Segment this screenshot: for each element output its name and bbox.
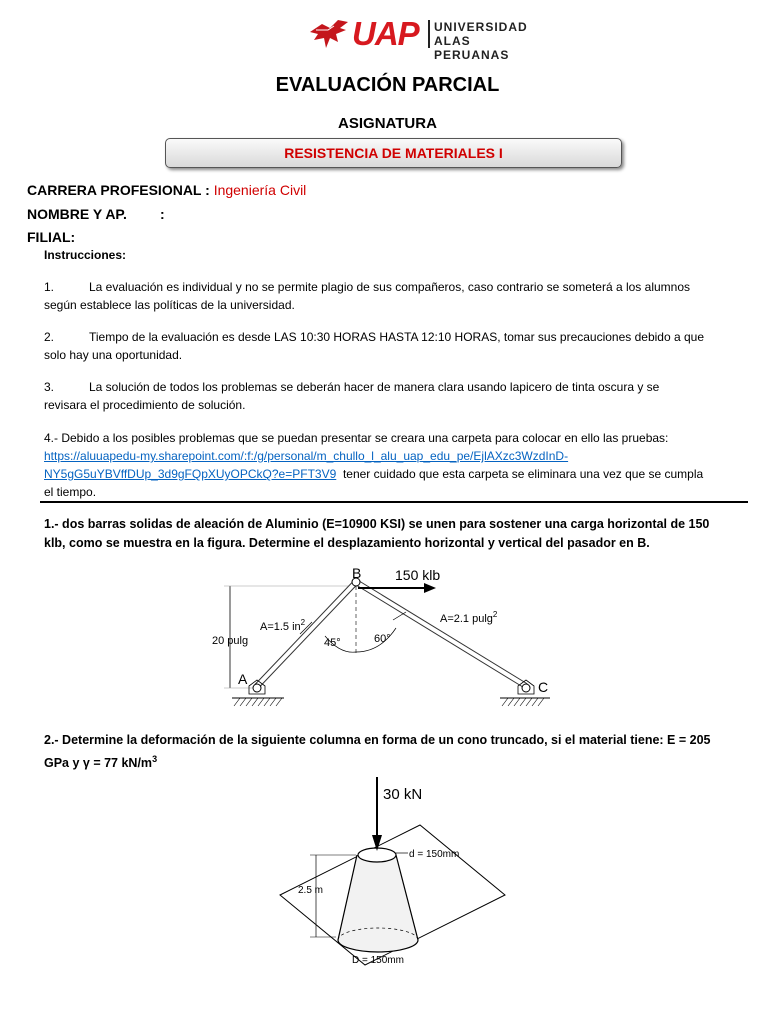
question-2-text: 2.- Determine la deformación de la siguiente columna en forma de un cono truncado, si el material tiene: E = 205 (44, 733, 711, 747)
exam-title: EVALUACIÓN PARCIAL (275, 74, 500, 96)
instruction-num: 2. (44, 330, 55, 344)
label-a: A (238, 671, 248, 687)
instruction-4-text-end: el tiempo. (44, 485, 97, 499)
question-1 (44, 515, 754, 553)
ground-c-hatch (502, 698, 544, 706)
label-c: C (538, 679, 549, 695)
pin-a (253, 684, 261, 692)
load-label: 150 klb (395, 567, 441, 583)
filial-label: FILIAL: (27, 229, 76, 245)
nombre-colon: : (160, 206, 165, 222)
instruction-text-cont: solo hay una oportunidad. (44, 348, 183, 362)
label-b: B (352, 565, 362, 581)
area-bc-label: A=2.1 pulg$^2$ (440, 610, 498, 625)
instruction-item-4 (44, 429, 764, 501)
instruction-num: 1. (44, 280, 55, 294)
instruction-text: La solución de todos los problemas se deberán hacer de manera clara usando lapicero de tinta oscura y se (89, 380, 660, 394)
instruction-4-text-cont: tener cuidado que esta carpeta se eliminara una vez que se cumpla (342, 467, 704, 481)
truncated-cone-figure (270, 775, 510, 975)
university-logo (308, 15, 530, 62)
instruction-num: 3. (44, 380, 55, 394)
question-2-text-cont: GPa y γ = 77 $kN/m^3$ (44, 754, 158, 771)
load-label: 30 kN (383, 786, 423, 803)
logo-divider (428, 20, 430, 48)
angle-45-label: 45° (324, 637, 341, 649)
angle-60-label: 60° (374, 633, 391, 645)
instruction-text: La evaluación es individual y no se permite plagio de sus compañeros, caso contrario se someterá a los alumnos (89, 280, 690, 294)
eagle-icon (308, 18, 350, 50)
area-bc-leader (393, 612, 406, 620)
height-label: 20 pulg (212, 635, 249, 647)
ground-a-hatch (234, 698, 282, 706)
area-ab-label: A=1.5 $in^2$ (260, 618, 306, 633)
instruction-item-3 (44, 378, 754, 414)
instructions-heading: Instrucciones: (44, 248, 127, 262)
question-2 (44, 731, 754, 773)
top-diameter-label: d = 150mm (409, 849, 460, 860)
carrera-value: Ingeniería Civil (213, 182, 307, 198)
sharepoint-link-cont[interactable]: NY5gG5uYBVffDUp_3d9gFQpXUyOPCkQ?e=PFT3V9 (44, 467, 337, 481)
truss-figure (200, 560, 570, 720)
logo-line-2: ALAS PERUANAS (434, 34, 510, 62)
subject-heading: ASIGNATURA (338, 115, 437, 132)
nombre-field (27, 206, 165, 222)
subject-name-box: RESISTENCIA DE MATERIALES I (165, 138, 622, 168)
instruction-item-1 (44, 278, 754, 314)
load-arrow-head (424, 583, 436, 593)
carrera-label: CARRERA PROFESIONAL : (27, 182, 210, 198)
instruction-text-cont: revisara el procedimiento de solución. (44, 398, 246, 412)
section-divider (40, 501, 748, 503)
carrera-field (27, 182, 306, 198)
instruction-text-cont: según establece las políticas de la universidad. (44, 298, 295, 312)
instruction-item-2 (44, 328, 754, 364)
pin-c (522, 684, 530, 692)
question-1-text-cont: klb, como se muestra en la figura. Determine el desplazamiento horizontal y vertical del pasador en B. (44, 536, 650, 550)
nombre-label: NOMBRE Y AP. (27, 206, 127, 222)
question-1-text: 1.- dos barras solidas de aleación de Aluminio (E=10900 KSI) se unen para sostener una carga horizontal de 150 (44, 517, 710, 531)
height-label: 2.5 m (298, 885, 324, 896)
instruction-4-text: 4.- Debido a los posibles problemas que se puedan presentar se creara una carpeta para colocar en ello las pruebas: (44, 431, 669, 445)
logo-line-1: UNIVERSIDAD (434, 20, 528, 34)
instruction-text: Tiempo de la evaluación es desde LAS 10:30 HORAS HASTA 12:10 HORAS, tomar sus precauciones debido a que (89, 330, 705, 344)
base-diameter-label: D = 150mm (352, 955, 404, 966)
sharepoint-link[interactable]: https://aluuapedu-my.sharepoint.com/:f:/g/personal/m_chullo_l_alu_uap_edu_pe/EjlAXzc3WzdInD- (44, 449, 569, 463)
logo-university-name (434, 20, 530, 62)
cone-body (338, 855, 418, 952)
bar-ab-fill (257, 582, 356, 686)
logo-acronym: UAP (352, 15, 419, 52)
